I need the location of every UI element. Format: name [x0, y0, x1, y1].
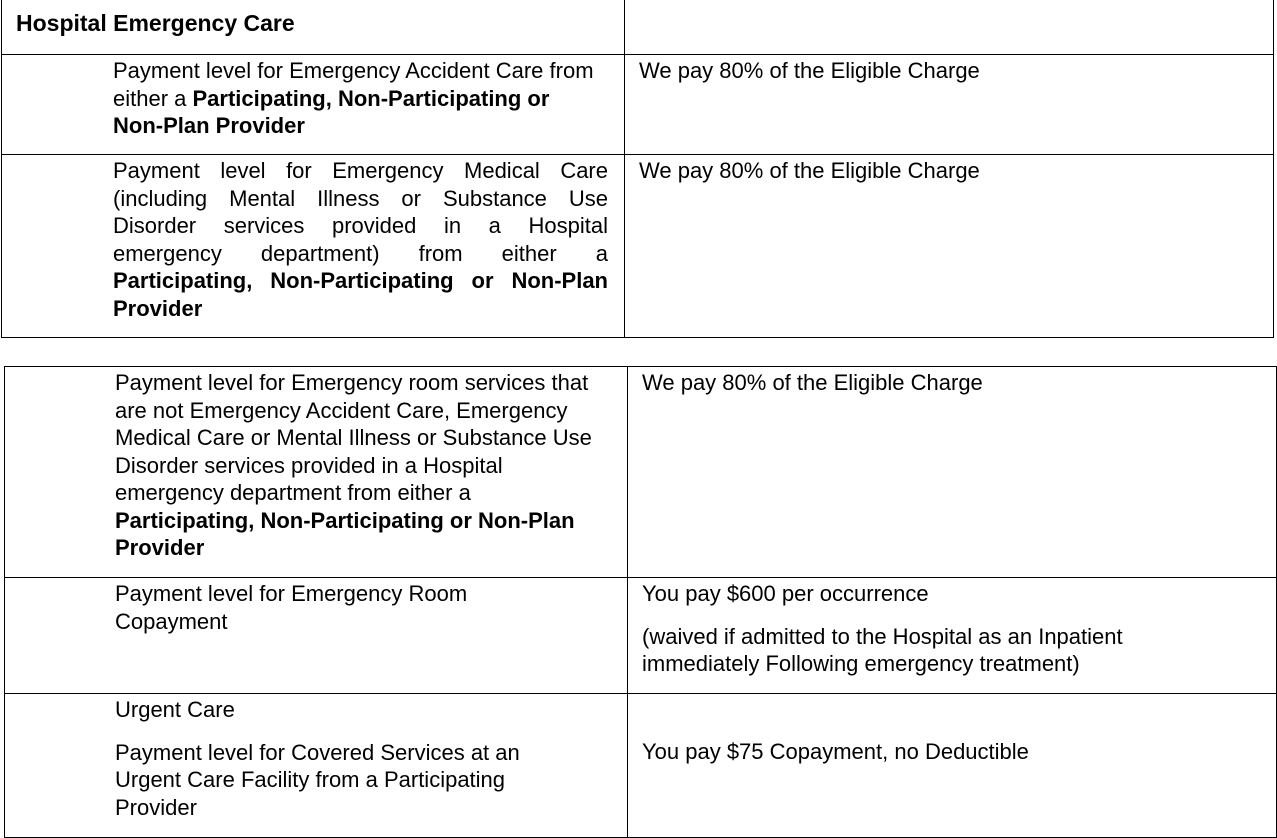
table-header-row	[2, 0, 1274, 55]
row-label: Payment level for Emergency Room Copayment	[115, 581, 468, 634]
label-text: Payment level for Emergency room services that are not Emergency Accident Care, Emergency Medical Care or Mental Illness or Substance Use Disorder services provided in a Hospital emergency department from either a	[115, 370, 592, 505]
row-label	[2, 55, 624, 140]
empty-cell	[625, 0, 1274, 55]
row-value-cell	[625, 155, 1274, 338]
hospital-emergency-care-table	[1, 0, 1274, 338]
table-row	[5, 367, 1277, 578]
table-row	[2, 55, 1274, 155]
label-bold-text: Participating, Non-Participating or Non-Plan Provider	[113, 268, 608, 321]
row-value-cell	[625, 55, 1274, 155]
section-title: Hospital Emergency Care	[16, 10, 295, 36]
row-value: We pay 80% of the Eligible Charge	[639, 158, 980, 183]
row-label-cell	[5, 367, 628, 578]
row-value: You pay $600 per occurrence	[642, 581, 929, 606]
table-row	[5, 578, 1277, 694]
row-value-note: (waived if admitted to the Hospital as an Inpatient immediately Following emergency treatment)	[642, 623, 1123, 676]
row-value: We pay 80% of the Eligible Charge	[639, 58, 980, 83]
label-bold-text: Participating, Non-Participating or Non-Plan Provider	[115, 507, 575, 560]
row-label-cell	[2, 155, 625, 338]
row-value: We pay 80% of the Eligible Charge	[642, 370, 983, 395]
label-text: Payment level for Emergency Medical Care (including Mental Illness or Substance Use Disorder services provided in a Hospital emergency department) from either a	[113, 158, 608, 266]
section-title-cell	[2, 0, 625, 55]
row-value-cell	[628, 367, 1277, 578]
row-value: You pay $75 Copayment, no Deductible	[642, 739, 1029, 764]
row-label: Payment level for Covered Services at an Urgent Care Facility from a Participating Provider	[115, 739, 520, 820]
row-label-cell	[2, 55, 625, 155]
row-label-cell	[5, 694, 628, 838]
label-bold-text: Participating, Non-Participating or Non-Plan Provider	[113, 85, 550, 138]
row-label-cell	[5, 578, 628, 694]
table-row	[2, 155, 1274, 338]
table-row	[5, 694, 1277, 838]
row-label	[5, 367, 627, 562]
row-value-cell	[628, 694, 1277, 838]
emergency-services-table	[4, 366, 1277, 838]
row-heading: Urgent Care	[115, 697, 235, 722]
row-label	[2, 155, 624, 322]
label-text: Payment level for Emergency Accident Care from either a	[113, 58, 594, 111]
row-value-cell	[628, 578, 1277, 694]
